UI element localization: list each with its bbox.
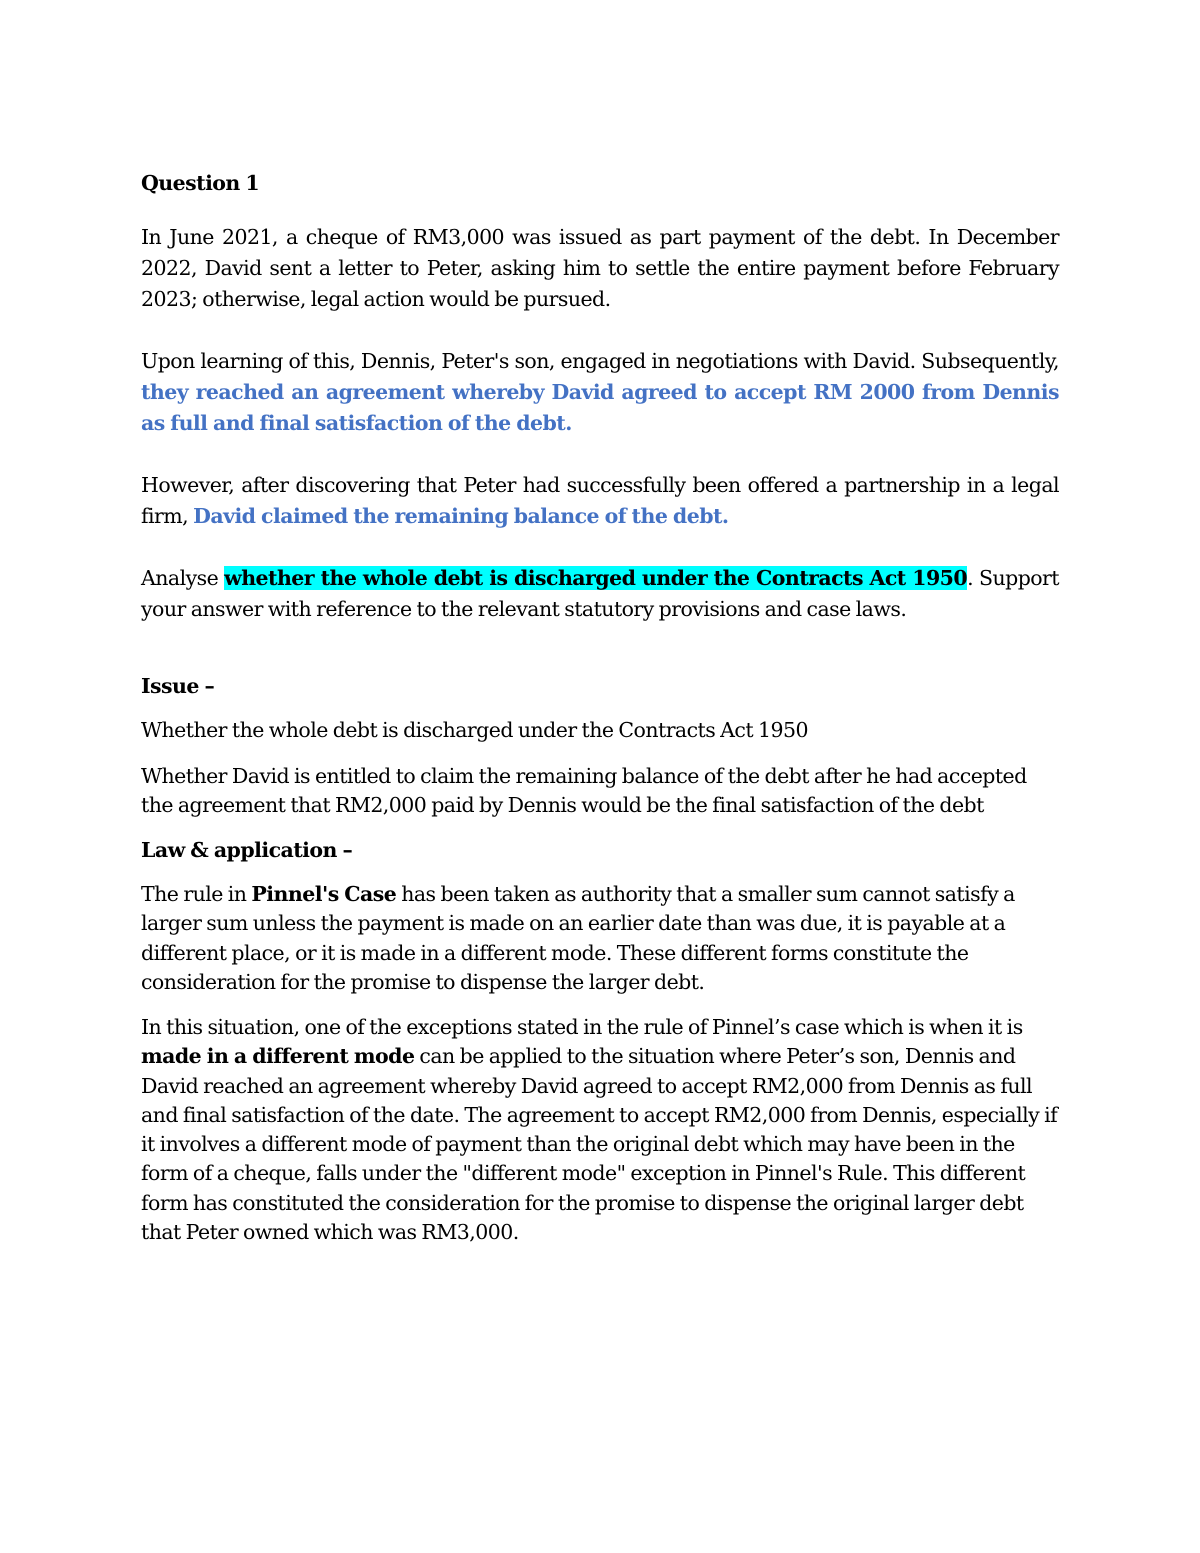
paragraph-text: In this situation, one of the exceptions stated in the rule of Pinnel’s case which is when it is bbox=[141, 1015, 1023, 1039]
paragraph-text: The rule in bbox=[141, 882, 252, 906]
issue-item-2: Whether David is entitled to claim the remaining balance of the debt after he had accepted the agreement that RM2,000 paid by Dennis would be the final satisfaction of the debt bbox=[141, 764, 1027, 818]
paragraph-text: Analyse bbox=[141, 566, 225, 590]
law-heading: Law & application – bbox=[141, 838, 353, 862]
question-paragraph-3 bbox=[141, 470, 1059, 532]
law-paragraph-2 bbox=[141, 1013, 1059, 1247]
case-name: Pinnel's Case bbox=[251, 882, 397, 906]
law-paragraph-1 bbox=[141, 880, 1059, 997]
question-paragraph-2 bbox=[141, 346, 1059, 439]
paragraph-text: . Support your answer with reference to the relevant statutory provisions and case laws. bbox=[141, 566, 1059, 621]
emphasized-agreement: they reached an agreement whereby David agreed to accept RM 2000 from Dennis as full and final satisfaction of the debt. bbox=[141, 380, 1059, 435]
issue-item-1: Whether the whole debt is discharged under the Contracts Act 1950 bbox=[141, 718, 808, 742]
exception-term: made in a different mode bbox=[141, 1044, 415, 1069]
highlighted-issue: whether the whole debt is discharged under the Contracts Act 1950 bbox=[224, 566, 968, 590]
question-paragraph-1: In June 2021, a cheque of RM3,000 was issued as part payment of the debt. In December 2022, David sent a letter to Peter, asking him to settle the entire payment before February 2023; otherwise, legal action would be pursued. bbox=[141, 225, 1059, 311]
paragraph-text: However, after discovering that Peter had successfully been offered a partnership in a legal firm, bbox=[141, 473, 1059, 528]
question-title: Question 1 bbox=[141, 171, 260, 195]
issue-heading: Issue – bbox=[141, 674, 215, 698]
question-paragraph-4 bbox=[141, 563, 1059, 625]
emphasized-claim: David claimed the remaining balance of the debt. bbox=[193, 504, 729, 528]
paragraph-text: Upon learning of this, Dennis, Peter's son, engaged in negotiations with David. Subsequently, bbox=[141, 349, 1059, 373]
paragraph-text: can be applied to the situation where Peter’s son, Dennis and David reached an agreement whereby David agreed to accept RM2,000 from Dennis as full and final satisfaction of the date. The agreement to accept RM2,000 from Dennis, especially if it involves a different mode of payment than the original debt which may have been in the form of a cheque, falls under the "different mode" exception in Pinnel's Rule. This different form has constituted the consideration for the promise to dispense the original larger debt that Peter owned which was RM3,000. bbox=[141, 1044, 1058, 1245]
paragraph-text: has been taken as authority that a smaller sum cannot satisfy a larger sum unless the payment is made on an earlier date than was due, it is payable at a different place, or it is made in a different mode. These different forms constitute the consideration for the promise to dispense the larger debt. bbox=[141, 882, 1015, 994]
